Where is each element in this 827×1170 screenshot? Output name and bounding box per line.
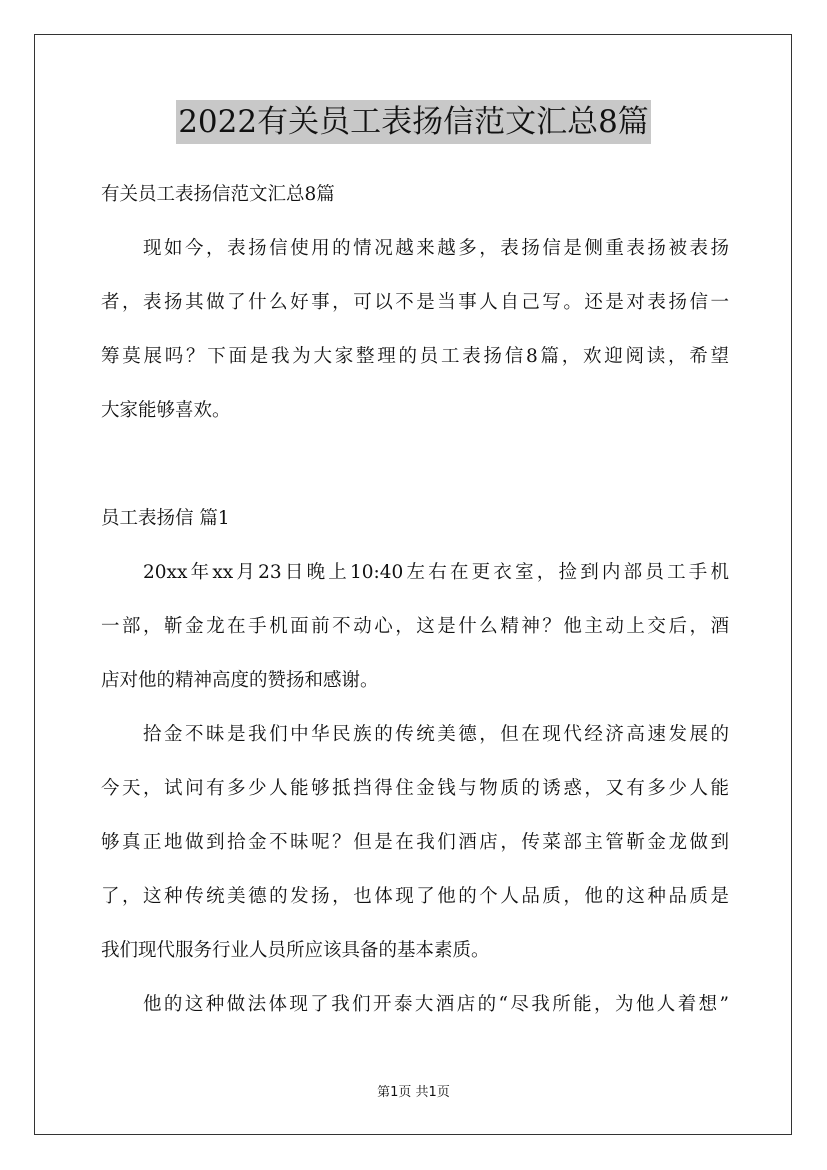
intro-line: 者，表扬其做了什么好事，可以不是当事人自己写。还是对表扬信一 (101, 292, 729, 313)
intro-paragraph (101, 222, 729, 438)
paragraph-2 (101, 708, 729, 978)
document-title: 2022有关员工表扬信范文汇总8篇 (176, 100, 651, 144)
blank-line (101, 438, 729, 492)
paragraph-line: 了，这种传统美德的发扬，也体现了他的个人品质，他的这种品质是 (101, 886, 729, 907)
section-heading: 员工表扬信 篇1 (101, 508, 230, 529)
paragraph-line: 他的这种做法体现了我们开泰大酒店的“尽我所能，为他人着想” (143, 994, 729, 1015)
paragraph-line: 够真正地做到拾金不昧呢？但是在我们酒店，传菜部主管靳金龙做到 (101, 832, 729, 853)
intro-line: 筹莫展吗？下面是我为大家整理的员工表扬信8篇，欢迎阅读，希望 (101, 346, 729, 367)
paragraph-line: 一部，靳金龙在手机面前不动心，这是什么精神？他主动上交后，酒 (101, 616, 729, 637)
intro-line: 现如今，表扬信使用的情况越来越多，表扬信是侧重表扬被表扬 (143, 238, 729, 259)
paragraph-line: 今天，试问有多少人能够抵挡得住金钱与物质的诱惑，又有多少人能 (101, 778, 729, 799)
paragraph-line: 店对他的精神高度的赞扬和感谢。 (101, 670, 379, 691)
paragraph-line: 拾金不昧是我们中华民族的传统美德，但在现代经济高速发展的 (143, 724, 729, 745)
document-body (101, 168, 729, 1032)
title-container (0, 100, 827, 144)
subtitle: 有关员工表扬信范文汇总8篇 (101, 184, 335, 205)
paragraph-line: 20xx年xx月23日晚上10:40左右在更衣室，捡到内部员工手机 (143, 562, 729, 583)
intro-line: 大家能够喜欢。 (101, 400, 231, 421)
page-footer: 第1页 共1页 (377, 1085, 450, 1100)
paragraph-3 (101, 978, 729, 1032)
paragraph-line: 我们现代服务行业人员所应该具备的基本素质。 (101, 940, 490, 961)
paragraph-1 (101, 546, 729, 708)
